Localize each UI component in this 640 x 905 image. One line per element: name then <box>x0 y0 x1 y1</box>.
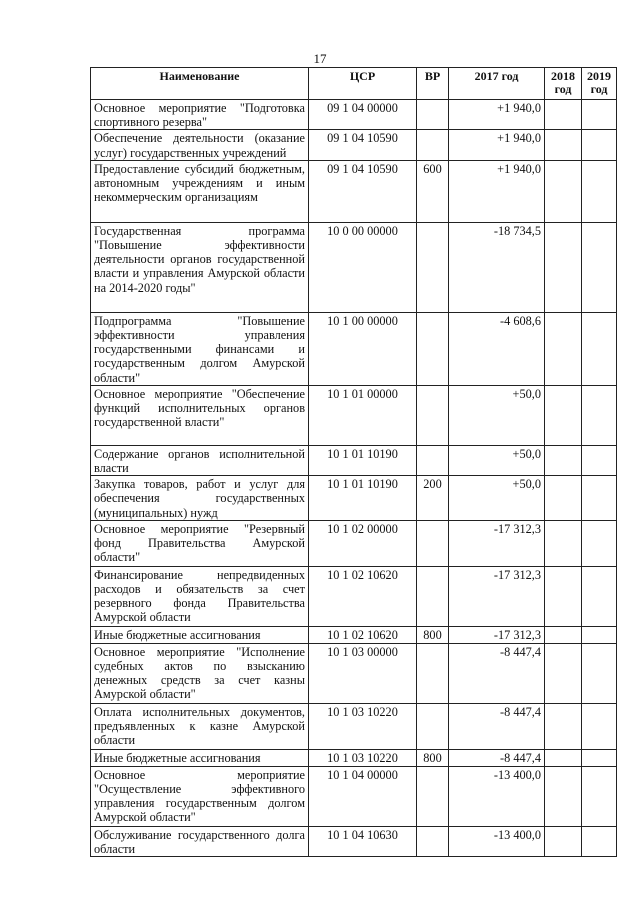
cell-2018 <box>545 826 582 856</box>
header-2019: 2019 год <box>582 68 617 100</box>
cell-csr: 10 1 04 10630 <box>309 826 417 856</box>
cell-csr: 09 1 04 10590 <box>309 130 417 160</box>
table-row <box>91 826 617 856</box>
cell-2019 <box>582 749 617 766</box>
table-header-row <box>91 68 617 100</box>
cell-2018 <box>545 643 582 703</box>
cell-csr: 10 1 03 10220 <box>309 749 417 766</box>
cell-2017: -4 608,6 <box>449 312 545 385</box>
cell-2019 <box>582 130 617 160</box>
cell-name: Основное мероприятие "Исполнение судебных актов по взысканию денежных средств за счет казны Амурской области" <box>91 643 309 703</box>
cell-name: Оплата исполнительных документов, предъявленных к казне Амурской области <box>91 703 309 749</box>
cell-vr <box>417 100 449 130</box>
cell-csr: 10 1 01 10190 <box>309 445 417 475</box>
cell-vr <box>417 643 449 703</box>
table-row <box>91 130 617 160</box>
cell-2019 <box>582 766 617 826</box>
cell-2017: +50,0 <box>449 445 545 475</box>
cell-2019 <box>582 703 617 749</box>
table-body <box>91 100 617 857</box>
table-row <box>91 703 617 749</box>
cell-2019 <box>582 100 617 130</box>
cell-2017: -18 734,5 <box>449 222 545 312</box>
budget-table <box>90 67 617 857</box>
cell-vr: 600 <box>417 160 449 222</box>
cell-name: Государственная программа "Повышение эффективности деятельности органов государственной власти и управления Амурской области на 2014-2020 годы" <box>91 222 309 312</box>
table-row <box>91 476 617 521</box>
cell-2017: -17 312,3 <box>449 626 545 643</box>
cell-2017: -13 400,0 <box>449 766 545 826</box>
cell-name: Обеспечение деятельности (оказание услуг) государственных учреждений <box>91 130 309 160</box>
cell-csr: 10 1 01 00000 <box>309 385 417 445</box>
cell-2018 <box>545 520 582 566</box>
table-row <box>91 445 617 475</box>
cell-2019 <box>582 476 617 521</box>
cell-2018 <box>545 445 582 475</box>
cell-2018 <box>545 476 582 521</box>
cell-2018 <box>545 766 582 826</box>
cell-vr <box>417 445 449 475</box>
cell-vr <box>417 826 449 856</box>
cell-name: Обслуживание государственного долга области <box>91 826 309 856</box>
cell-2018 <box>545 130 582 160</box>
cell-2018 <box>545 566 582 626</box>
table-row <box>91 766 617 826</box>
cell-vr <box>417 566 449 626</box>
cell-csr: 10 1 02 10620 <box>309 626 417 643</box>
cell-2018 <box>545 385 582 445</box>
cell-2019 <box>582 160 617 222</box>
cell-name: Подпрограмма "Повышение эффективности управления государственными финансами и государственным долгом Амурской области" <box>91 312 309 385</box>
cell-vr <box>417 703 449 749</box>
table-row <box>91 626 617 643</box>
cell-2019 <box>582 445 617 475</box>
cell-name: Предоставление субсидий бюджетным, автономным учреждениям и иным некоммерческим организациям <box>91 160 309 222</box>
cell-vr <box>417 520 449 566</box>
cell-name: Иные бюджетные ассигнования <box>91 626 309 643</box>
cell-2017: +50,0 <box>449 385 545 445</box>
cell-2019 <box>582 312 617 385</box>
table-row <box>91 222 617 312</box>
cell-2017: -8 447,4 <box>449 749 545 766</box>
cell-csr: 10 0 00 00000 <box>309 222 417 312</box>
cell-name: Основное мероприятие "Осуществление эффективного управления государственным долгом Амурской области" <box>91 766 309 826</box>
table-row <box>91 520 617 566</box>
cell-vr <box>417 312 449 385</box>
cell-2018 <box>545 222 582 312</box>
cell-csr: 10 1 03 10220 <box>309 703 417 749</box>
cell-csr: 10 1 00 00000 <box>309 312 417 385</box>
header-csr: ЦСР <box>309 68 417 100</box>
cell-name: Основное мероприятие "Резервный фонд Правительства Амурской области" <box>91 520 309 566</box>
cell-2019 <box>582 520 617 566</box>
header-2018: 2018 год <box>545 68 582 100</box>
cell-name: Основное мероприятие "Подготовка спортивного резерва" <box>91 100 309 130</box>
cell-name: Закупка товаров, работ и услуг для обеспечения государственных (муниципальных) нужд <box>91 476 309 521</box>
cell-csr: 10 1 03 00000 <box>309 643 417 703</box>
table-row <box>91 385 617 445</box>
table-row <box>91 312 617 385</box>
cell-2019 <box>582 385 617 445</box>
cell-2017: -17 312,3 <box>449 520 545 566</box>
cell-2018 <box>545 703 582 749</box>
cell-csr: 09 1 04 00000 <box>309 100 417 130</box>
cell-2018 <box>545 160 582 222</box>
cell-2019 <box>582 826 617 856</box>
cell-name: Основное мероприятие "Обеспечение функций исполнительных органов государственной власти" <box>91 385 309 445</box>
header-vr: ВР <box>417 68 449 100</box>
cell-vr: 800 <box>417 626 449 643</box>
cell-2017: +1 940,0 <box>449 130 545 160</box>
cell-name: Финансирование непредвиденных расходов и обязательств за счет резервного фонда Правительства Амурской области <box>91 566 309 626</box>
cell-2017: -13 400,0 <box>449 826 545 856</box>
cell-csr: 10 1 02 00000 <box>309 520 417 566</box>
cell-2018 <box>545 626 582 643</box>
cell-vr <box>417 766 449 826</box>
cell-2019 <box>582 626 617 643</box>
cell-csr: 10 1 02 10620 <box>309 566 417 626</box>
cell-name: Иные бюджетные ассигнования <box>91 749 309 766</box>
cell-vr <box>417 222 449 312</box>
cell-2017: +1 940,0 <box>449 160 545 222</box>
cell-2019 <box>582 566 617 626</box>
cell-2017: -8 447,4 <box>449 643 545 703</box>
table-row <box>91 160 617 222</box>
table-row <box>91 100 617 130</box>
cell-2018 <box>545 749 582 766</box>
cell-2019 <box>582 643 617 703</box>
header-2017: 2017 год <box>449 68 545 100</box>
cell-csr: 10 1 04 00000 <box>309 766 417 826</box>
table-row <box>91 566 617 626</box>
cell-2019 <box>582 222 617 312</box>
cell-2017: +50,0 <box>449 476 545 521</box>
cell-2018 <box>545 100 582 130</box>
cell-2017: -17 312,3 <box>449 566 545 626</box>
table-row <box>91 643 617 703</box>
header-name: Наименование <box>91 68 309 100</box>
table-row <box>91 749 617 766</box>
cell-csr: 10 1 01 10190 <box>309 476 417 521</box>
cell-vr: 800 <box>417 749 449 766</box>
cell-csr: 09 1 04 10590 <box>309 160 417 222</box>
page-number: 17 <box>313 51 327 66</box>
cell-2017: +1 940,0 <box>449 100 545 130</box>
cell-vr <box>417 385 449 445</box>
cell-vr: 200 <box>417 476 449 521</box>
cell-2017: -8 447,4 <box>449 703 545 749</box>
cell-vr <box>417 130 449 160</box>
cell-2018 <box>545 312 582 385</box>
cell-name: Содержание органов исполнительной власти <box>91 445 309 475</box>
